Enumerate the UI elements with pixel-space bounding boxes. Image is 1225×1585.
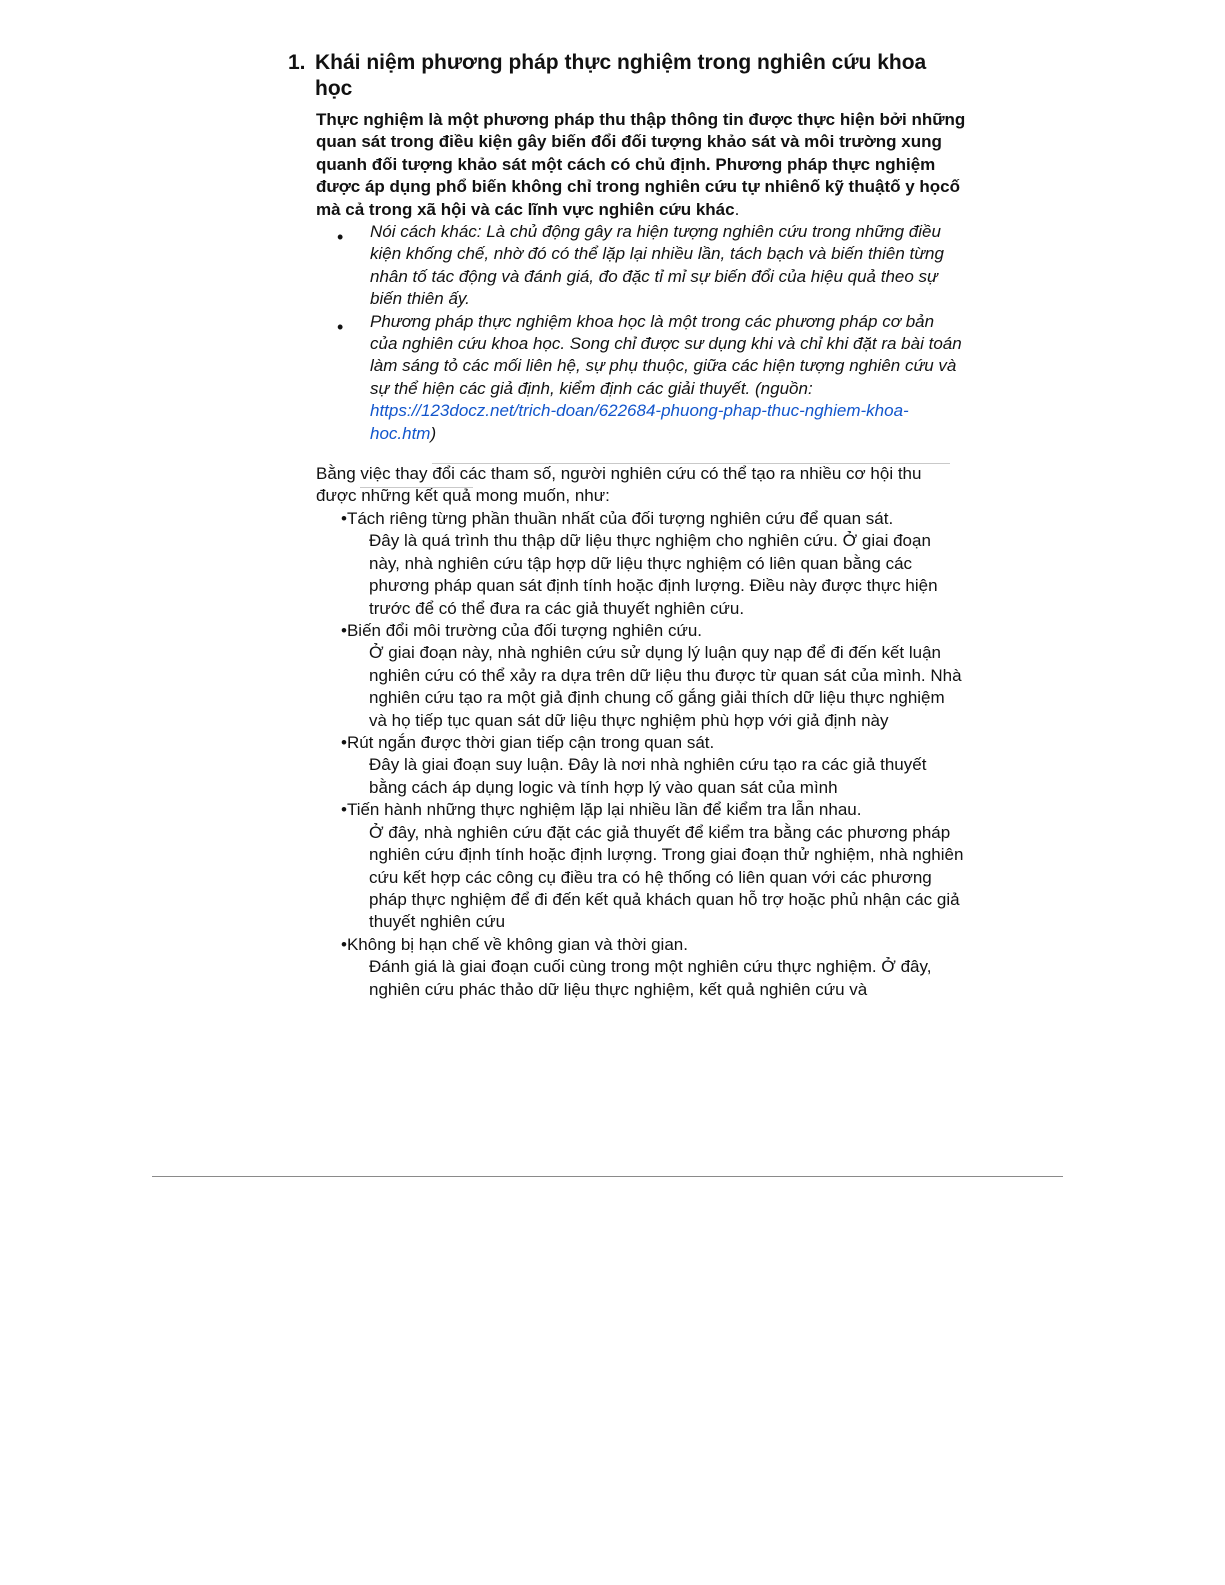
steps-list bbox=[341, 508, 966, 1001]
step-description: Ở giai đoạn này, nhà nghiên cứu sử dụng lý luận quy nạp để đi đến kết luận nghiên cứu có thể xảy ra dựa trên dữ liệu thu được từ quan sát của mình. Nhà nghiên cứu tạo ra một giả định chung cố gắng giải thích dữ liệu thực nghiệm và họ tiếp tục quan sát dữ liệu thực nghiệm phù hợp với giả định này bbox=[369, 643, 962, 730]
intro-end-mark: . bbox=[734, 199, 740, 219]
list-item bbox=[341, 732, 966, 799]
list-item bbox=[341, 620, 966, 732]
section-number: 1. bbox=[288, 51, 306, 74]
bullet-icon: • bbox=[337, 316, 344, 337]
page-footer-divider bbox=[152, 1176, 1063, 1177]
step-description: Ở đây, nhà nghiên cứu đặt các giả thuyết để kiểm tra bằng các phương pháp nghiên cứu định tính hoặc định lượng. Trong giai đoạn thử nghiệm, nhà nghiên cứu kết hợp các công cụ điều tra có hệ thống có liên quan với các phương pháp thực nghiệm để đi đến kết quả khách quan hỗ trợ hoặc phủ nhận các giả thuyết nghiên cứu bbox=[369, 822, 964, 932]
source-link[interactable]: https://123docz.net/trich-doan/622684-phuong-phap-thuc-nghiem-khoa-hoc.htm bbox=[370, 401, 909, 443]
list-item bbox=[341, 508, 966, 620]
list-item-text: Nói cách khác: Là chủ động gây ra hiện tượng nghiên cứu trong những điều kiện khống chế, nhờ đó có thể lặp lại nhiều lần, tách bạch và biến thiên từng nhân tố tác động và đánh giá, đo đặc tỉ mỉ sự biến đổi của hiệu quả theo sự biến thiên ấy. bbox=[370, 222, 944, 309]
italic-bullet-list bbox=[316, 221, 966, 445]
list-item bbox=[341, 934, 966, 1001]
intro-paragraph bbox=[316, 109, 978, 221]
intro-text: Thực nghiệm là một phương pháp thu thập thông tin được thực hiện bởi những quan sát trong điều kiện gây biến đổi đối tượng khảo sát và môi trường xung quanh đối tượng khảo sát một cách có chủ định. Phương pháp thực nghiệm được áp dụng phổ biến không chỉ trong nghiên cứu tự nhiênố kỹ thuậtố y họcố mà cả trong xã hội và các lĩnh vực nghiên cứu khác bbox=[316, 110, 966, 219]
step-title: •Không bị hạn chế về không gian và thời gian. bbox=[341, 934, 688, 954]
step-title: •Tiến hành những thực nghiệm lặp lại nhiều lần để kiểm tra lẫn nhau. bbox=[341, 800, 862, 820]
list-item-text: Phương pháp thực nghiệm khoa học là một trong các phương pháp cơ bản của nghiên cứu khoa học. Song chỉ được sư dụng khi và chỉ khi đặt ra bài toán làm sáng tỏ các mối liên hệ, sự phụ thuộc, giữa các hiện tượng nghiên cứu và sự thể hiện các giả định, kiểm định các giải thuyết. bbox=[370, 311, 962, 398]
step-title: •Biến đổi môi trường của đối tượng nghiên cứu. bbox=[341, 621, 703, 641]
source-prefix: (nguồn: bbox=[755, 378, 813, 398]
section-title: Khái niệm phương pháp thực nghiệm trong nghiên cứu khoa học bbox=[315, 51, 927, 100]
list-item bbox=[341, 799, 966, 933]
step-description: Đây là giai đoạn suy luận. Đây là nơi nhà nghiên cứu tạo ra các giả thuyết bằng cách áp dụng logic và tính hợp lý vào quan sát của mình bbox=[369, 755, 927, 797]
step-description: Đây là quá trình thu thập dữ liệu thực nghiệm cho nghiên cứu. Ở giai đoạn này, nhà nghiên cứu tập hợp dữ liệu thực nghiệm có liên quan bằng các phương pháp quan sát định tính hoặc định lượng. Điều này được thực hiện trước để có thể đưa ra các giả thuyết nghiên cứu. bbox=[369, 531, 938, 618]
step-title: •Rút ngắn được thời gian tiếp cận trong quan sát. bbox=[341, 733, 715, 753]
list-item bbox=[316, 311, 966, 445]
source-suffix: ) bbox=[430, 423, 437, 443]
bullet-icon: • bbox=[337, 227, 344, 247]
step-title: •Tách riêng từng phần thuần nhất của đối tượng nghiên cứu để quan sát. bbox=[341, 509, 894, 528]
section-heading bbox=[288, 50, 968, 102]
paragraph: Bằng việc thay đổi các tham số, người nghiên cứu có thể tạo ra nhiều cơ hội thu được những kết quả mong muốn, như: bbox=[316, 464, 922, 506]
step-description: Đánh giá là giai đoạn cuối cùng trong một nghiên cứu thực nghiệm. Ở đây, nghiên cứu phác thảo dữ liệu thực nghiệm, kết quả nghiên cứu và bbox=[369, 957, 932, 999]
list-item bbox=[316, 221, 966, 311]
